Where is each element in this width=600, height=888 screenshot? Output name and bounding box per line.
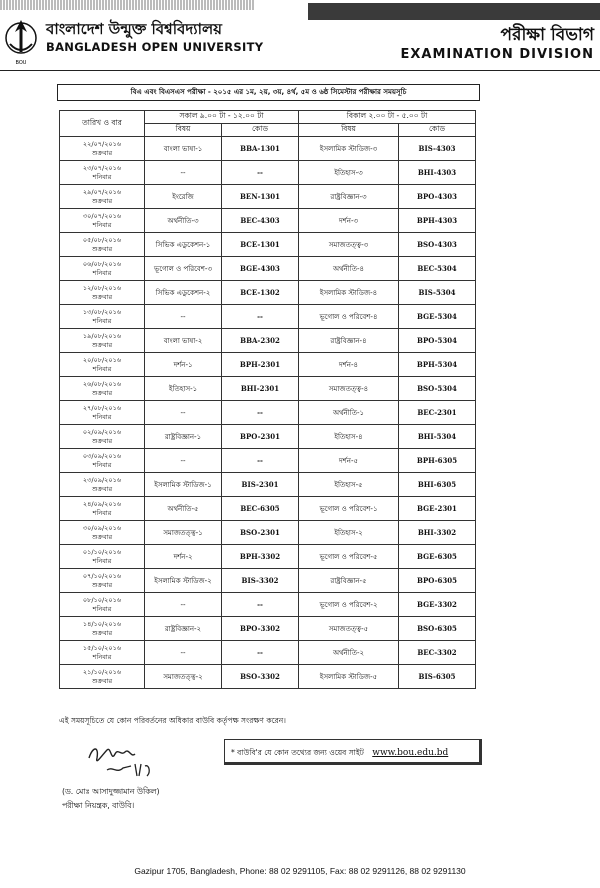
morning-subject-cell: -- (145, 161, 222, 185)
morning-code-cell: BEN-1301 (222, 185, 299, 209)
exam-weekday: শনিবার (92, 220, 112, 229)
morning-code-cell: BIS-2301 (222, 473, 299, 497)
date-cell (60, 569, 145, 593)
afternoon-code-cell: BEC-5304 (399, 257, 476, 281)
morning-code-cell: BPH-2301 (222, 353, 299, 377)
afternoon-subject-cell: ইসলামিক স্টাডিজ-৪ (299, 281, 399, 305)
date-cell (60, 425, 145, 449)
table-row (60, 641, 476, 665)
exam-weekday: শনিবার (92, 316, 112, 325)
table-row (60, 185, 476, 209)
morning-code-header: কোড (222, 124, 299, 137)
morning-subject-cell: ইতিহাস-১ (145, 377, 222, 401)
table-row (60, 329, 476, 353)
afternoon-code-cell: BGE-3302 (399, 593, 476, 617)
morning-subject-cell: ইসলামিক স্টাডিজ-১ (145, 473, 222, 497)
afternoon-subject-cell: সমাজতত্ত্ব-৪ (299, 377, 399, 401)
date-cell (60, 209, 145, 233)
exam-weekday: শুক্রবার (91, 148, 113, 157)
exam-weekday: শুক্রবার (91, 436, 113, 445)
table-row (60, 305, 476, 329)
exam-date: ০২/০৯/২০১৬ (82, 427, 122, 436)
morning-subject-cell: সমাজতত্ত্ব-১ (145, 521, 222, 545)
afternoon-code-cell: BEC-3302 (399, 641, 476, 665)
afternoon-code-cell: BPO-5304 (399, 329, 476, 353)
date-cell (60, 665, 145, 689)
date-cell (60, 305, 145, 329)
morning-subject-cell: অর্থনীতি-৫ (145, 497, 222, 521)
exam-weekday: শনিবার (92, 460, 112, 469)
exam-weekday: শুক্রবার (91, 532, 113, 541)
morning-subject-cell: রাষ্ট্রবিজ্ঞান-২ (145, 617, 222, 641)
afternoon-code-cell: BPO-6305 (399, 569, 476, 593)
morning-subject-cell: -- (145, 305, 222, 329)
exam-weekday: শুক্রবার (91, 388, 113, 397)
date-cell (60, 473, 145, 497)
morning-subject-cell: অর্থনীতি-৩ (145, 209, 222, 233)
exam-date: ০৬/০৮/২০১৬ (82, 259, 122, 268)
date-cell (60, 329, 145, 353)
exam-date: ০৮/১০/২০১৬ (82, 595, 122, 604)
afternoon-subject-cell: ইতিহাস-২ (299, 521, 399, 545)
afternoon-subject-cell: রাষ্ট্রবিজ্ঞান-৫ (299, 569, 399, 593)
morning-code-cell: BSO-2301 (222, 521, 299, 545)
morning-code-cell: -- (222, 305, 299, 329)
morning-code-cell: BBA-1301 (222, 137, 299, 161)
exam-weekday: শনিবার (92, 268, 112, 277)
afternoon-code-cell: BGE-5304 (399, 305, 476, 329)
schedule-rows (60, 137, 476, 689)
afternoon-code-cell: BGE-6305 (399, 545, 476, 569)
afternoon-subject-cell: ইসলামিক স্টাডিজ-৩ (299, 137, 399, 161)
exam-weekday: শুক্রবার (91, 340, 113, 349)
table-row (60, 137, 476, 161)
exam-date: ১২/০৮/২০১৬ (82, 283, 122, 292)
morning-code-cell: -- (222, 449, 299, 473)
afternoon-subject-cell: ভূগোল ও পরিবেশ-৪ (299, 305, 399, 329)
exam-weekday: শুক্রবার (91, 580, 113, 589)
date-cell (60, 377, 145, 401)
date-column-header: তারিখ ও বার (60, 111, 145, 137)
afternoon-code-cell: BSO-6305 (399, 617, 476, 641)
table-row (60, 281, 476, 305)
afternoon-code-cell: BHI-4303 (399, 161, 476, 185)
exam-weekday: শুক্রবার (91, 676, 113, 685)
exam-date: ২৬/০৮/২০১৬ (82, 379, 122, 388)
afternoon-code-cell: BHI-3302 (399, 521, 476, 545)
exam-weekday: শনিবার (92, 172, 112, 181)
exam-schedule-table (59, 110, 476, 689)
table-row (60, 353, 476, 377)
afternoon-subject-cell: রাষ্ট্রবিজ্ঞান-৪ (299, 329, 399, 353)
exam-weekday: শুক্রবার (91, 196, 113, 205)
exam-date: ২১/১০/২০১৬ (82, 667, 122, 676)
table-row (60, 569, 476, 593)
morning-subject-cell: ইংরেজি (145, 185, 222, 209)
exam-date: ২৩/০৯/২০১৬ (82, 475, 122, 484)
exam-date: ০১/১০/২০১৬ (82, 547, 122, 556)
exam-weekday: শুক্রবার (91, 244, 113, 253)
exam-date: ৩০/০৭/২০১৬ (82, 211, 122, 220)
exam-date: ২২/০৭/২০১৬ (82, 139, 122, 148)
morning-session-header: সকাল ৯.০০ টা - ১২.০০ টা (145, 111, 299, 124)
afternoon-subject-cell: সমাজতত্ত্ব-৩ (299, 233, 399, 257)
exam-date: ২৩/০৭/২০১৬ (82, 163, 122, 172)
afternoon-subject-cell: অর্থনীতি-৪ (299, 257, 399, 281)
afternoon-subject-cell: ইতিহাস-৪ (299, 425, 399, 449)
letterhead (0, 0, 600, 80)
exam-date: ০৩/০৯/২০১৬ (82, 451, 122, 460)
footer-contact: Gazipur 1705, Bangladesh, Phone: 88 02 9291105, Fax: 88 02 9291126, 88 02 9291130 (134, 866, 466, 876)
exam-weekday: শুক্রবার (91, 628, 113, 637)
afternoon-subject-cell: অর্থনীতি-২ (299, 641, 399, 665)
date-cell (60, 401, 145, 425)
morning-code-cell: BEC-4303 (222, 209, 299, 233)
afternoon-subject-cell: ভূগোল ও পরিবেশ-৫ (299, 545, 399, 569)
afternoon-code-cell: BIS-6305 (399, 665, 476, 689)
table-row (60, 521, 476, 545)
morning-subject-cell: ইসলামিক স্টাডিজ-২ (145, 569, 222, 593)
table-row (60, 401, 476, 425)
decorative-bar (0, 0, 255, 10)
table-row (60, 449, 476, 473)
afternoon-code-cell: BPO-4303 (399, 185, 476, 209)
rights-note: এই সময়সূচিতে যে কোন পরিবর্তনের অধিকার বাউবি কর্তৃপক্ষ সংরক্ষণ করেন। (59, 716, 286, 725)
morning-subject-cell: বাংলা ভাষা-১ (145, 137, 222, 161)
exam-date: ২৯/০৭/২০১৬ (82, 187, 122, 196)
table-row (60, 209, 476, 233)
afternoon-subject-header: বিষয় (299, 124, 399, 137)
signer-title: পরীক্ষা নিয়ন্ত্রক, বাউবি। (62, 801, 135, 810)
afternoon-code-cell: BSO-5304 (399, 377, 476, 401)
morning-code-cell: BPO-2301 (222, 425, 299, 449)
exam-date: ২৪/০৯/২০১৬ (82, 499, 122, 508)
morning-code-cell: BIS-3302 (222, 569, 299, 593)
table-row (60, 545, 476, 569)
afternoon-subject-cell: দর্শন-৫ (299, 449, 399, 473)
signature-image (85, 736, 157, 782)
morning-code-cell: BHI-2301 (222, 377, 299, 401)
morning-code-cell: BPH-3302 (222, 545, 299, 569)
afternoon-subject-cell: ভূগোল ও পরিবেশ-২ (299, 593, 399, 617)
exam-weekday: শুক্রবার (91, 292, 113, 301)
table-row (60, 377, 476, 401)
divider (0, 70, 600, 71)
morning-subject-cell: সিভিক এডুকেশন-১ (145, 233, 222, 257)
website-note-text: * বাউবি'র যে কোন তথ্যের জন্য ওয়েব সাইট (231, 748, 364, 757)
date-cell (60, 257, 145, 281)
afternoon-subject-cell: ইতিহাস-৫ (299, 473, 399, 497)
table-row (60, 473, 476, 497)
date-cell (60, 233, 145, 257)
morning-code-cell: BCE-1302 (222, 281, 299, 305)
exam-date: ২৭/০৮/২০১৬ (82, 403, 122, 412)
date-cell (60, 137, 145, 161)
morning-subject-cell: -- (145, 401, 222, 425)
table-row (60, 593, 476, 617)
division-name-english: EXAMINATION DIVISION (400, 47, 594, 62)
exam-date: ১৯/০৮/২০১৬ (82, 331, 122, 340)
morning-code-cell: BPO-3302 (222, 617, 299, 641)
morning-code-cell: -- (222, 641, 299, 665)
afternoon-code-cell: BSO-4303 (399, 233, 476, 257)
date-cell (60, 449, 145, 473)
exam-date: ১৫/১০/২০১৬ (82, 643, 122, 652)
exam-date: ১৪/১০/২০১৬ (82, 619, 122, 628)
afternoon-subject-cell: ভূগোল ও পরিবেশ-১ (299, 497, 399, 521)
table-row (60, 497, 476, 521)
morning-subject-header: বিষয় (145, 124, 222, 137)
website-link[interactable]: www.bou.edu.bd (372, 748, 449, 758)
morning-subject-cell: দর্শন-১ (145, 353, 222, 377)
date-cell (60, 593, 145, 617)
exam-date: ২০/০৮/২০১৬ (82, 355, 122, 364)
afternoon-code-cell: BHI-5304 (399, 425, 476, 449)
exam-weekday: শনিবার (92, 556, 112, 565)
schedule-title: বিএ এবং বিএসএস পরীক্ষা - ২০১৫ এর ১ম, ২য়, ৩য়, ৪র্থ, ৫ম ও ৬ষ্ঠ সিমেস্টার পরীক্ষার সময়সূচি (57, 84, 480, 101)
afternoon-code-cell: BPH-6305 (399, 449, 476, 473)
date-cell (60, 641, 145, 665)
afternoon-subject-cell: রাষ্ট্রবিজ্ঞান-৩ (299, 185, 399, 209)
date-cell (60, 161, 145, 185)
signer-name: (ড. মোঃ আসাদুজ্জামান উকিল) (62, 787, 160, 796)
morning-code-cell: BBA-2302 (222, 329, 299, 353)
date-cell (60, 617, 145, 641)
afternoon-code-cell: BPH-4303 (399, 209, 476, 233)
afternoon-subject-cell: ইতিহাস-৩ (299, 161, 399, 185)
afternoon-session-header: বিকাল ২.০০ টা - ৫.০০ টা (299, 111, 476, 124)
university-name-bangla: বাংলাদেশ উন্মুক্ত বিশ্ববিদ্যালয় (46, 20, 222, 38)
table-row (60, 257, 476, 281)
morning-subject-cell: -- (145, 593, 222, 617)
morning-subject-cell: রাষ্ট্রবিজ্ঞান-১ (145, 425, 222, 449)
morning-code-cell: BCE-1301 (222, 233, 299, 257)
svg-text:BOU: BOU (15, 60, 27, 66)
exam-date: ৩০/০৯/২০১৬ (82, 523, 122, 532)
date-cell (60, 497, 145, 521)
afternoon-subject-cell: দর্শন-৪ (299, 353, 399, 377)
afternoon-subject-cell: ইসলামিক স্টাডিজ-৫ (299, 665, 399, 689)
afternoon-code-cell: BIS-4303 (399, 137, 476, 161)
exam-date: ০৫/০৮/২০১৬ (82, 235, 122, 244)
morning-subject-cell: -- (145, 449, 222, 473)
exam-weekday: শনিবার (92, 652, 112, 661)
morning-subject-cell: সমাজতত্ত্ব-২ (145, 665, 222, 689)
afternoon-subject-cell: সমাজতত্ত্ব-৫ (299, 617, 399, 641)
morning-code-cell: -- (222, 593, 299, 617)
date-cell (60, 353, 145, 377)
exam-date: ১৩/০৮/২০১৬ (82, 307, 122, 316)
table-row (60, 425, 476, 449)
date-cell (60, 521, 145, 545)
table-row (60, 617, 476, 641)
website-note-box (224, 739, 482, 765)
afternoon-code-cell: BEC-2301 (399, 401, 476, 425)
afternoon-code-cell: BIS-5304 (399, 281, 476, 305)
morning-code-cell: BGE-4303 (222, 257, 299, 281)
afternoon-code-cell: BHI-6305 (399, 473, 476, 497)
afternoon-code-cell: BGE-2301 (399, 497, 476, 521)
university-logo-icon (4, 14, 38, 66)
morning-code-cell: -- (222, 401, 299, 425)
date-cell (60, 545, 145, 569)
table-row (60, 161, 476, 185)
table-row (60, 665, 476, 689)
morning-subject-cell: ভূগোল ও পরিবেশ-৩ (145, 257, 222, 281)
afternoon-subject-cell: দর্শন-৩ (299, 209, 399, 233)
exam-weekday: শনিবার (92, 364, 112, 373)
morning-subject-cell: বাংলা ভাষা-২ (145, 329, 222, 353)
date-cell (60, 185, 145, 209)
exam-date: ০৭/১০/২০১৬ (82, 571, 122, 580)
morning-subject-cell: সিভিক এডুকেশন-২ (145, 281, 222, 305)
exam-weekday: শনিবার (92, 604, 112, 613)
date-cell (60, 281, 145, 305)
table-row (60, 233, 476, 257)
morning-code-cell: BSO-3302 (222, 665, 299, 689)
afternoon-code-header: কোড (399, 124, 476, 137)
decorative-bar (308, 3, 600, 20)
exam-weekday: শনিবার (92, 508, 112, 517)
exam-weekday: শুক্রবার (91, 484, 113, 493)
exam-weekday: শনিবার (92, 412, 112, 421)
division-name-bangla: পরীক্ষা বিভাগ (500, 25, 594, 45)
afternoon-code-cell: BPH-5304 (399, 353, 476, 377)
morning-subject-cell: দর্শন-২ (145, 545, 222, 569)
morning-code-cell: -- (222, 161, 299, 185)
morning-subject-cell: -- (145, 641, 222, 665)
afternoon-subject-cell: অর্থনীতি-১ (299, 401, 399, 425)
morning-code-cell: BEC-6305 (222, 497, 299, 521)
university-name-english: BANGLADESH OPEN UNIVERSITY (46, 40, 264, 54)
